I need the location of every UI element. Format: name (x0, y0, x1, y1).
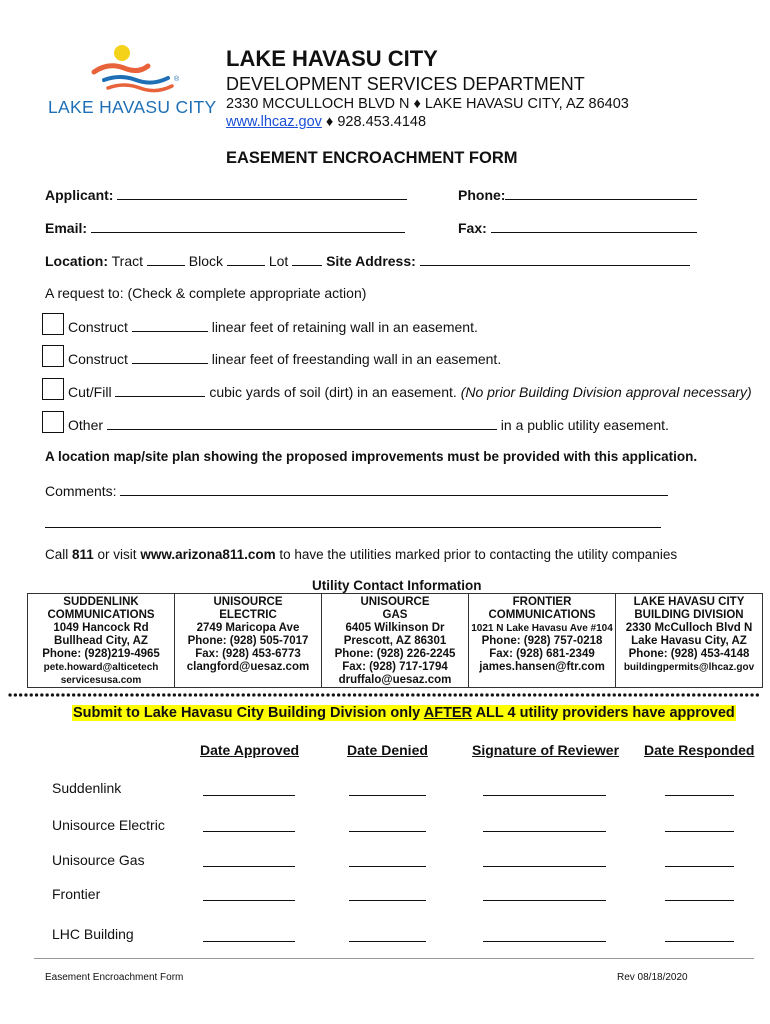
gas-date-approved-field[interactable] (203, 866, 295, 867)
dotted-separator (8, 692, 762, 698)
phone-label: Phone: (458, 187, 506, 203)
call-text: or visit (93, 547, 141, 562)
utility-address: 1021 N Lake Havasu Ave #104 (471, 623, 613, 634)
call-text: to have the utilities marked prior to contacting the utility companies (275, 547, 678, 562)
tract-field[interactable] (147, 252, 185, 266)
option-suffix: in a public utility easement. (500, 417, 669, 433)
utility-suddenlink (28, 594, 175, 687)
utility-line: ELECTRIC (219, 609, 277, 621)
utility-line: UNISOURCE (360, 596, 430, 608)
date-denied-header: Date Denied (347, 742, 428, 758)
map-notice: A location map/site plan showing the proposed improvements must be provided with this application. (45, 449, 698, 464)
suddenlink-signature-field[interactable] (483, 795, 606, 796)
footer-form-name: Easement Encroachment Form (45, 972, 184, 983)
footer-revision: Rev 08/18/2020 (617, 972, 688, 983)
comments-row (45, 482, 668, 499)
utility-email: clangford@uesaz.com (186, 661, 310, 673)
utility-line: 2330 McCulloch Blvd N (625, 622, 753, 634)
option-prefix: Construct (68, 351, 128, 367)
lhc-signature-field[interactable] (483, 941, 606, 942)
utility-line: Lake Havasu City, AZ (631, 635, 747, 647)
cut-fill-yards-field[interactable] (115, 383, 205, 397)
option-retaining-wall-checkbox[interactable] (42, 313, 64, 335)
gas-date-denied-field[interactable] (349, 866, 426, 867)
location-label: Location: (45, 253, 108, 269)
request-intro: A request to: (Check & complete appropriate action) (45, 285, 367, 301)
utility-line: UNISOURCE (213, 596, 283, 608)
svg-text:®: ® (174, 76, 180, 83)
electric-date-responded-field[interactable] (665, 831, 734, 832)
utility-line: 2749 Maricopa Ave (196, 622, 300, 634)
website-link[interactable]: www.lhcaz.gov (226, 114, 322, 130)
fax-field[interactable] (491, 219, 697, 233)
submit-text: Submit to Lake Havasu City Building Division only (73, 705, 424, 721)
retaining-wall-feet-field[interactable] (132, 318, 208, 332)
utility-line: Phone: (928)219-4965 (42, 648, 160, 660)
date-responded-header: Date Responded (644, 742, 755, 758)
other-description-field[interactable] (107, 416, 497, 430)
email-label: Email: (45, 220, 88, 236)
option-suffix: linear feet of freestanding wall in an easement. (211, 351, 502, 367)
option-freestanding-wall-checkbox[interactable] (42, 345, 64, 367)
arizona811-link[interactable]: www.arizona811.com (140, 547, 276, 562)
lhc-date-approved-field[interactable] (203, 941, 295, 942)
submit-instruction-banner (72, 705, 736, 721)
approval-row-suddenlink: Suddenlink (52, 780, 122, 796)
utility-email: james.hansen@ftr.com (479, 661, 605, 673)
applicant-row (45, 186, 407, 203)
call-text: Call (45, 547, 73, 562)
department-heading: DEVELOPMENT SERVICES DEPARTMENT (226, 74, 585, 94)
call-811-notice (45, 547, 677, 562)
option-other-checkbox[interactable] (42, 411, 64, 433)
option-note: (No prior Building Division approval necessary) (460, 384, 752, 400)
utility-line: BUILDING DIVISION (634, 609, 744, 621)
frontier-signature-field[interactable] (483, 900, 606, 901)
comments-field[interactable] (120, 482, 668, 496)
utility-unisource-electric (175, 594, 322, 687)
form-title: EASEMENT ENCROACHMENT FORM (226, 149, 518, 167)
utility-line: Phone: (928) 226-2245 (334, 648, 456, 660)
utility-line: Prescott, AZ 86301 (343, 635, 447, 647)
utility-line: 6405 Wilkinson Dr (345, 622, 445, 634)
utility-line: Fax: (928) 681-2349 (489, 648, 595, 660)
utility-email: buildingpermits@lhcaz.gov (623, 662, 755, 673)
block-label: Block (188, 253, 224, 269)
utility-line: Fax: (928) 717-1794 (342, 661, 448, 673)
frontier-date-denied-field[interactable] (349, 900, 426, 901)
option-prefix: Cut/Fill (68, 384, 112, 400)
frontier-date-responded-field[interactable] (665, 900, 734, 901)
utility-line: FRONTIER (512, 596, 572, 608)
utility-line: Phone: (928) 505-7017 (187, 635, 309, 647)
approval-row-lhc-building: LHC Building (52, 926, 134, 942)
utility-line: COMMUNICATIONS (488, 609, 596, 621)
applicant-label: Applicant: (45, 187, 114, 203)
option-other (68, 416, 669, 433)
utility-email: pete.howard@alticetech (43, 662, 159, 673)
option-retaining-wall (68, 318, 478, 335)
utility-email: servicesusa.com (60, 675, 142, 686)
signature-reviewer-header: Signature of Reviewer (472, 742, 620, 758)
call-number: 811 (72, 547, 94, 562)
city-heading: LAKE HAVASU CITY (226, 46, 438, 71)
utility-line: 1049 Hancock Rd (53, 622, 149, 634)
utility-line: LAKE HAVASU CITY (633, 596, 745, 608)
electric-date-approved-field[interactable] (203, 831, 295, 832)
fax-label: Fax: (458, 220, 487, 236)
contact-line (226, 114, 426, 130)
lhc-date-responded-field[interactable] (665, 941, 734, 942)
utility-line: SUDDENLINK (63, 596, 139, 608)
utility-email: druffalo@uesaz.com (338, 674, 452, 686)
electric-signature-field[interactable] (483, 831, 606, 832)
footer-divider (34, 958, 754, 959)
utility-contact-table (27, 593, 763, 688)
gas-date-responded-field[interactable] (665, 866, 734, 867)
option-suffix: linear feet of retaining wall in an easement. (211, 319, 478, 335)
suddenlink-date-responded-field[interactable] (665, 795, 734, 796)
fax-row (458, 219, 697, 236)
electric-date-denied-field[interactable] (349, 831, 426, 832)
tract-label: Tract (111, 253, 144, 269)
email-row (45, 219, 405, 236)
gas-signature-field[interactable] (483, 866, 606, 867)
utility-frontier (469, 594, 616, 687)
suddenlink-date-approved-field[interactable] (203, 795, 295, 796)
lot-field[interactable] (292, 252, 322, 266)
comments-field-line-2[interactable] (45, 527, 661, 528)
date-approved-header: Date Approved (200, 742, 300, 758)
utility-unisource-gas (322, 594, 469, 687)
utility-lhc-building (616, 594, 762, 687)
phone-row (458, 186, 697, 203)
phone-number: ♦ 928.453.4148 (321, 114, 427, 130)
option-cut-fill-checkbox[interactable] (42, 378, 64, 400)
utility-line: Bullhead City, AZ (54, 635, 148, 647)
option-freestanding-wall (68, 350, 501, 367)
submit-emphasis: AFTER (423, 705, 473, 721)
utility-contact-title: Utility Contact Information (312, 578, 482, 593)
applicant-field[interactable] (117, 186, 407, 200)
logo-text: LAKE HAVASU CITY (48, 97, 217, 117)
utility-line: Phone: (928) 453-4148 (628, 648, 750, 660)
location-row (45, 252, 690, 269)
comments-label: Comments: (45, 483, 117, 499)
freestanding-wall-feet-field[interactable] (132, 350, 208, 364)
utility-line: GAS (382, 609, 408, 621)
site-address-field[interactable] (420, 252, 690, 266)
lhc-date-denied-field[interactable] (349, 941, 426, 942)
option-prefix: Other (68, 417, 104, 433)
utility-line: COMMUNICATIONS (47, 609, 155, 621)
approval-row-unisource-electric: Unisource Electric (52, 817, 165, 833)
department-address: 2330 MCCULLOCH BLVD N ♦ LAKE HAVASU CITY, AZ 86403 (226, 96, 629, 112)
utility-line: Fax: (928) 453-6773 (195, 648, 301, 660)
approval-row-frontier: Frontier (52, 886, 101, 902)
block-field[interactable] (227, 252, 265, 266)
lot-label: Lot (268, 253, 289, 269)
site-address-label: Site Address: (326, 253, 416, 269)
utility-line: Phone: (928) 757-0218 (481, 635, 603, 647)
option-cut-fill (68, 383, 752, 400)
approval-row-unisource-gas: Unisource Gas (52, 852, 145, 868)
submit-text: ALL 4 utility providers have approved (472, 705, 735, 721)
suddenlink-date-denied-field[interactable] (349, 795, 426, 796)
email-field[interactable] (91, 219, 405, 233)
option-prefix: Construct (68, 319, 128, 335)
option-suffix: cubic yards of soil (dirt) in an easement. (209, 384, 457, 400)
phone-field[interactable] (505, 186, 697, 200)
frontier-date-approved-field[interactable] (203, 900, 295, 901)
